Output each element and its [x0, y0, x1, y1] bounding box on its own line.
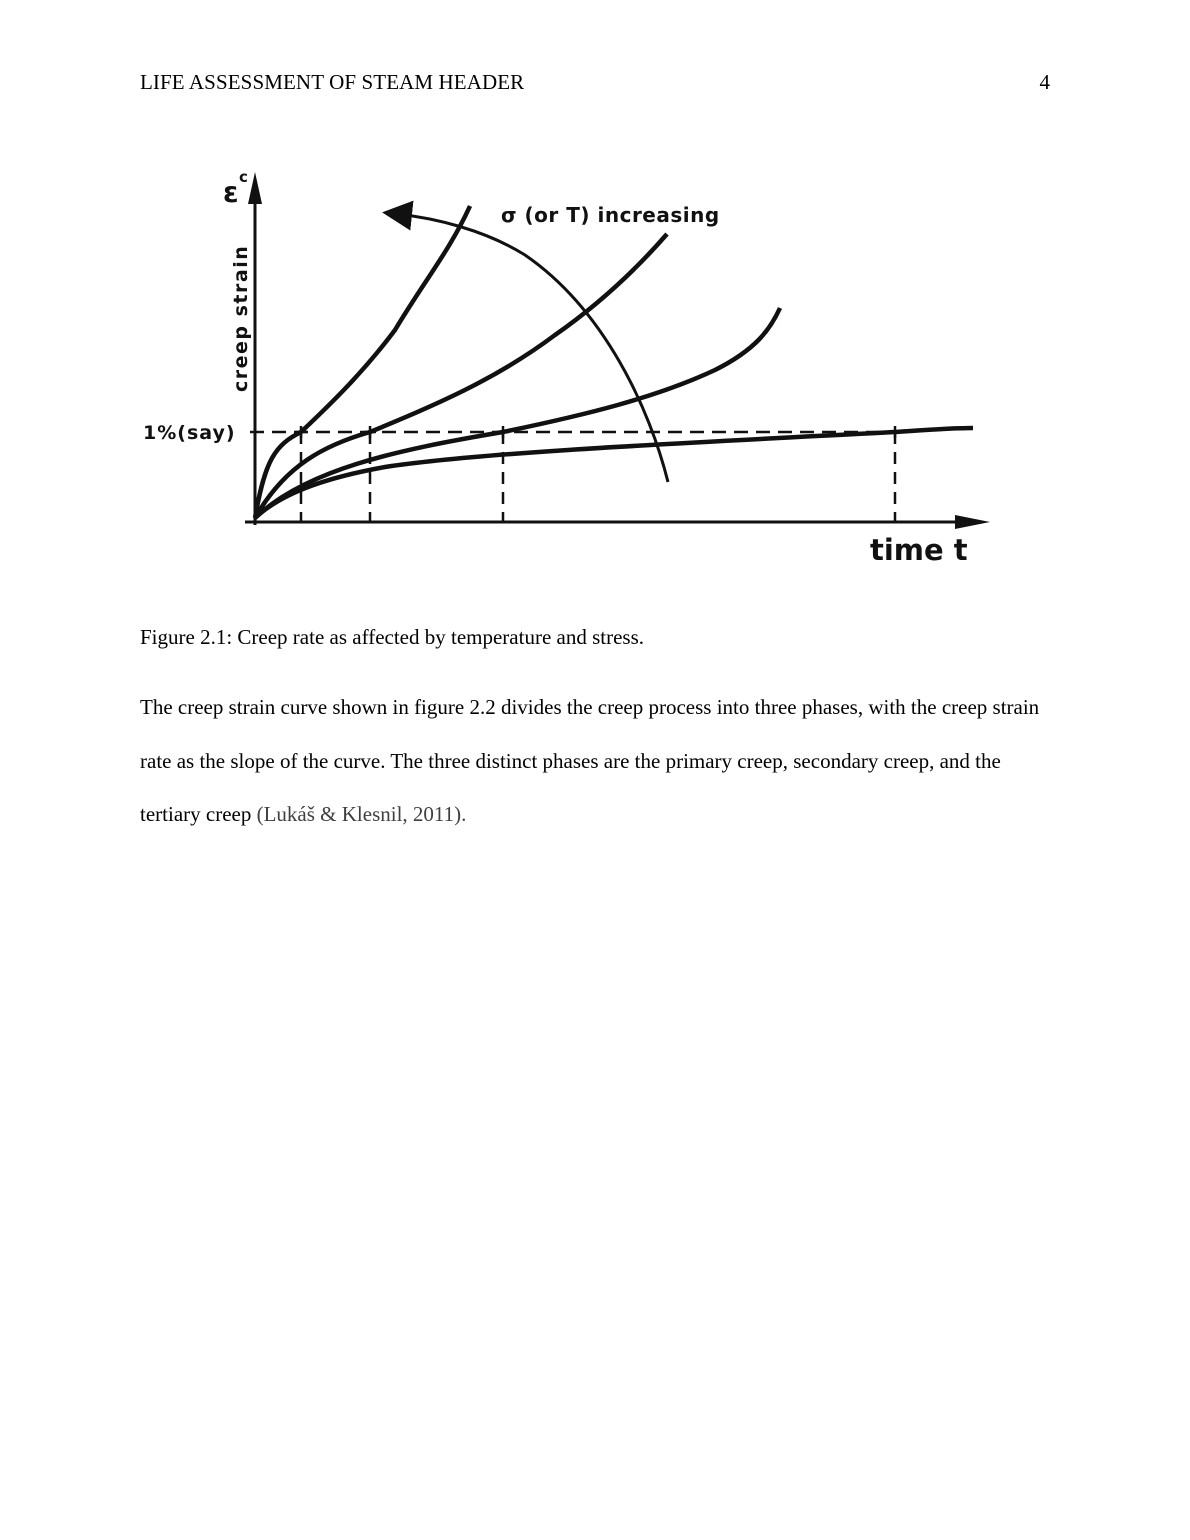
- running-head: LIFE ASSESSMENT OF STEAM HEADER: [140, 70, 525, 94]
- creep-curve-3: [255, 308, 780, 518]
- page-number: 4: [1039, 70, 1050, 94]
- threshold-label: 1%(say): [143, 422, 236, 444]
- trend-label: σ (or T) increasing: [501, 203, 720, 227]
- creep-curve-2: [255, 234, 667, 518]
- y-axis-label: creep strain: [230, 244, 252, 392]
- creep-strain-diagram: [135, 160, 1005, 580]
- y-symbol-superscript: c: [239, 168, 248, 186]
- creep-curve-4: [255, 428, 973, 518]
- citation-link[interactable]: (Lukáš & Klesnil, 2011).: [256, 802, 467, 826]
- body-paragraph: [140, 681, 1060, 842]
- x-axis-arrow-icon: [955, 515, 990, 529]
- paragraph-text: The creep strain curve shown in figure 2.2 divides the creep process into three phases, with the creep strain rate as the slope of the curve. The three distinct phases are the primary creep, secondary creep, and the tertiary creep: [140, 695, 1040, 826]
- y-axis-arrow-icon: [248, 172, 262, 204]
- x-axis-label: time t: [870, 533, 968, 567]
- y-symbol: ε: [223, 176, 239, 209]
- creep-strain-figure: [135, 160, 1005, 580]
- figure-caption: Figure 2.1: Creep rate as affected by temperature and stress.: [140, 625, 644, 649]
